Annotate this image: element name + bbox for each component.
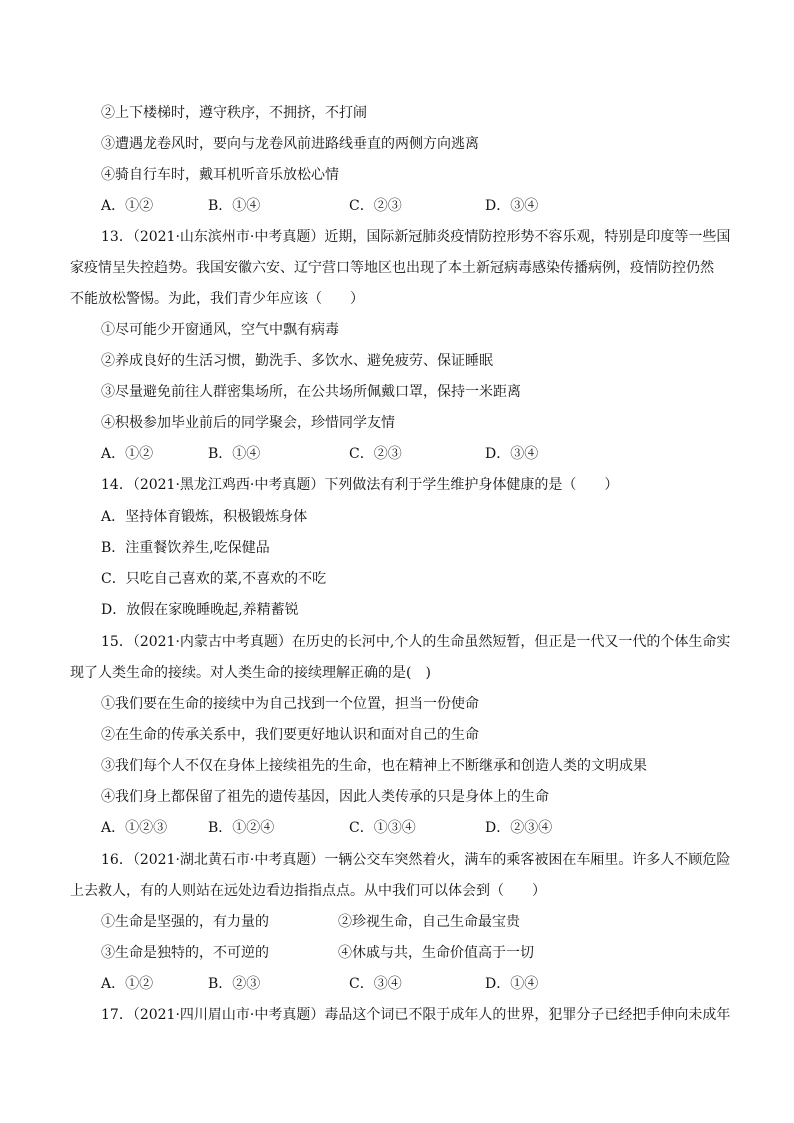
q15-item-1: ①我们要在生命的接续中为自己找到一个位置，担当一份使命	[101, 696, 479, 712]
q14-option-b: B．注重餐饮养生,吃保健品	[101, 540, 270, 556]
q13-stem-line-1: 13．（2021·山东滨州市·中考真题）近期，国际新冠肺炎疫情防控形势不容乐观，特别是印度等一些国	[101, 229, 731, 245]
q12-item-2: ②上下楼梯时，遵守秩序，不拥挤，不打闹	[101, 105, 367, 121]
q13-item-2: ②养成良好的生活习惯，勤洗手、多饮水、避免疲劳、保证睡眠	[101, 353, 493, 369]
q12-options	[101, 196, 721, 216]
q16-option-c: C．③④	[349, 976, 402, 992]
q16-option-a: A．①②	[101, 976, 154, 992]
q14-option-c: C．只吃自己喜欢的菜,不喜欢的不吃	[101, 571, 327, 587]
q15-option-d: D．②③④	[485, 820, 553, 836]
q15-option-c: C．①③④	[349, 820, 416, 836]
q12-option-c: C．②③	[349, 198, 402, 214]
q15-item-3: ③我们每个人不仅在身体上接续祖先的生命，也在精神上不断继承和创造人类的文明成果	[101, 758, 647, 774]
q13-option-c: C．②③	[349, 446, 402, 462]
q16-options	[101, 974, 721, 994]
q12-item-3: ③遭遇龙卷风时，要向与龙卷风前进路线垂直的两侧方向逃离	[101, 136, 479, 152]
q14-stem: 14．（2021·黑龙江鸡西·中考真题）下列做法有利于学生维护身体健康的是（ ）	[101, 477, 619, 493]
q13-option-b: B．①④	[208, 446, 261, 462]
q16-option-b: B．②③	[208, 976, 261, 992]
q16-option-d: D．①④	[485, 976, 539, 992]
q16-stem-line-2: 上去救人，有的人则站在远处边看边指指点点。从中我们可以体会到（ ）	[70, 883, 546, 899]
q13-stem-line-3: 不能放松警惕。为此，我们青少年应该（ ）	[70, 291, 364, 307]
q13-item-4: ④积极参加毕业前后的同学聚会，珍惜同学友情	[101, 415, 395, 431]
q13-item-1: ①尽可能少开窗通风，空气中飘有病毒	[101, 322, 339, 338]
q15-option-b: B．①②④	[208, 820, 275, 836]
q15-options	[101, 818, 721, 838]
q14-option-a: A．坚持体育锻炼，积极锻炼身体	[101, 509, 308, 525]
q14-option-d: D．放假在家晚睡晚起,养精蓄锐	[101, 602, 299, 618]
q15-option-a: A．①②③	[101, 820, 168, 836]
q17-stem: 17．（2021·四川眉山市·中考真题）毒品这个词已不限于成年人的世界，犯罪分子已经把手伸向未成年	[101, 1007, 731, 1023]
q16-item-1: ①生命是坚强的，有力量的	[101, 914, 269, 930]
q12-option-a: A．①②	[101, 198, 154, 214]
q16-stem-line-1: 16．（2021·湖北黄石市·中考真题）一辆公交车突然着火，满车的乘客被困在车厢里。许多人不顾危险	[101, 852, 731, 868]
q16-item-2: ②珍视生命，自己生命最宝贵	[338, 914, 520, 930]
q13-options	[101, 444, 721, 464]
q12-option-d: D．③④	[485, 198, 539, 214]
q16-item-4: ④休戚与共，生命价值高于一切	[338, 945, 534, 961]
q16-item-3: ③生命是独特的，不可逆的	[101, 945, 269, 961]
q15-item-2: ②在生命的传承关系中，我们要更好地认识和面对自己的生命	[101, 727, 479, 743]
q15-item-4: ④我们身上都保留了祖先的遗传基因，因此人类传承的只是身体上的生命	[101, 789, 549, 805]
q12-option-b: B．①④	[208, 198, 261, 214]
q15-stem-line-1: 15．（2021·内蒙古中考真题）在历史的长河中,个人的生命虽然短暂，但正是一代又一代的个体生命实	[101, 634, 731, 650]
q13-item-3: ③尽量避免前往人群密集场所，在公共场所佩戴口罩，保持一米距离	[101, 384, 521, 400]
q13-stem-line-2: 家疫情呈失控趋势。我国安徽六安、辽宁营口等地区也出现了本土新冠病毒感染传播病例，疫情防控仍然	[70, 260, 714, 276]
q12-item-4: ④骑自行车时，戴耳机听音乐放松心情	[101, 167, 339, 183]
q13-option-a: A．①②	[101, 446, 154, 462]
q15-stem-line-2: 现了人类生命的接续。对人类生命的接续理解正确的是( )	[70, 665, 431, 681]
q13-option-d: D．③④	[485, 446, 539, 462]
